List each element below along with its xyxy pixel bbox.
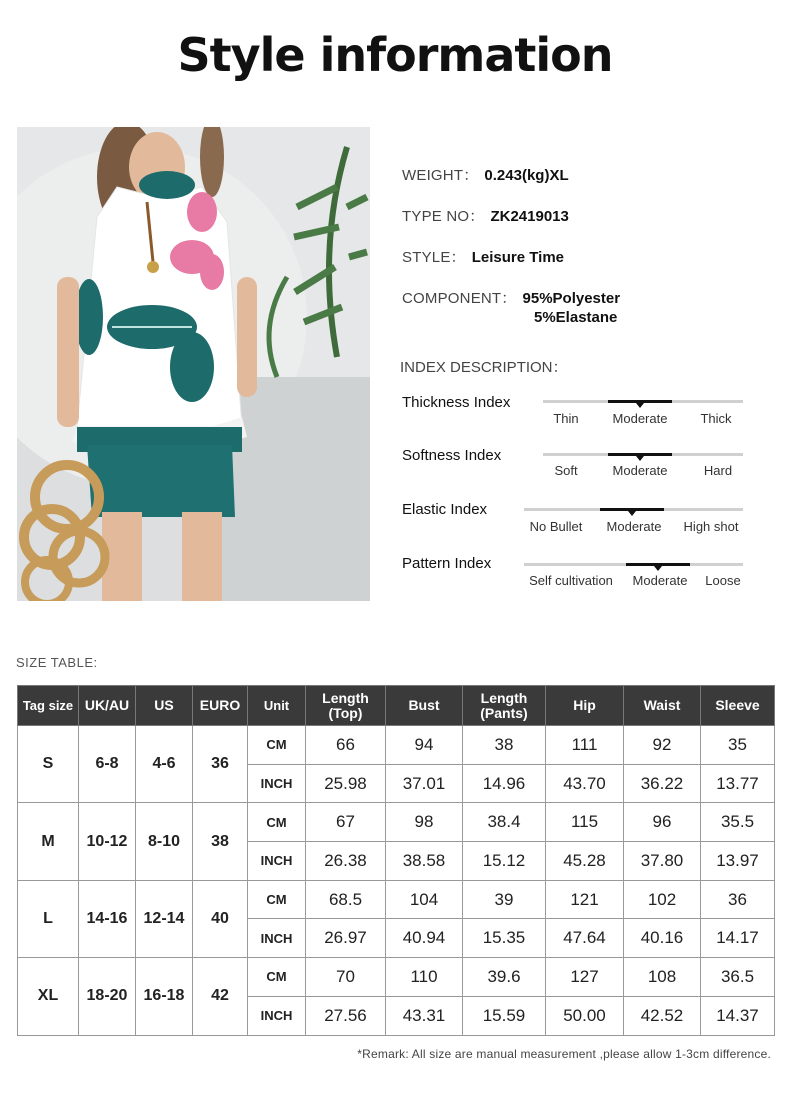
cell-bust: 40.94: [386, 919, 463, 958]
cell-waist: 92: [624, 726, 701, 765]
cell-length-top: 25.98: [306, 764, 386, 803]
cell-sleeve: 14.17: [701, 919, 775, 958]
cell-unit: CM: [248, 958, 306, 997]
index-name: Softness Index: [402, 447, 502, 464]
table-row: [18, 880, 775, 919]
cell-uk-au: 14-16: [79, 880, 136, 957]
cell-sleeve: 14.37: [701, 996, 775, 1035]
header-waist: Waist: [624, 686, 701, 726]
index-name: Elastic Index: [402, 501, 488, 518]
cell-unit: CM: [248, 726, 306, 765]
spec-component: [402, 287, 620, 326]
index-marker: [628, 511, 636, 516]
cell-length-top: 67: [306, 803, 386, 842]
cell-euro: 40: [193, 880, 248, 957]
header-bust: Bust: [386, 686, 463, 726]
header-uk-au: UK/AU: [79, 686, 136, 726]
index-marker: [654, 566, 662, 571]
spec-type-no: [402, 205, 569, 226]
component-value-2: 5%Elastane: [534, 309, 618, 326]
header-euro: EURO: [193, 686, 248, 726]
cell-unit: INCH: [248, 842, 306, 881]
cell-unit: CM: [248, 803, 306, 842]
product-photo: [17, 127, 370, 601]
index-option: No Bullet: [529, 519, 583, 534]
size-table-header: [18, 686, 775, 726]
cell-bust: 37.01: [386, 764, 463, 803]
index-option-selected: Moderate: [606, 519, 662, 534]
index-marker: [636, 403, 644, 408]
component-label: COMPONENT：: [402, 290, 517, 307]
cell-uk-au: 10-12: [79, 803, 136, 880]
header-tag-size: Tag size: [18, 686, 79, 726]
header-sleeve: Sleeve: [701, 686, 775, 726]
table-row: [18, 958, 775, 997]
header-length-pants-main: Length: [480, 689, 528, 706]
cell-unit: CM: [248, 880, 306, 919]
table-row: [18, 726, 775, 765]
table-row: [18, 803, 775, 842]
cell-length-pants: 14.96: [463, 764, 546, 803]
cell-waist: 42.52: [624, 996, 701, 1035]
cell-euro: 42: [193, 958, 248, 1035]
cell-uk-au: 18-20: [79, 958, 136, 1035]
style-label: STYLE：: [402, 249, 466, 266]
cell-bust: 110: [386, 958, 463, 997]
index-option: Hard: [703, 463, 733, 478]
cell-bust: 94: [386, 726, 463, 765]
cell-waist: 37.80: [624, 842, 701, 881]
index-option: Thick: [700, 411, 732, 426]
cell-length-top: 26.38: [306, 842, 386, 881]
cell-unit: INCH: [248, 764, 306, 803]
header-length-top-main: Length: [322, 689, 369, 706]
cell-waist: 40.16: [624, 919, 701, 958]
header-hip: Hip: [546, 686, 624, 726]
index-option-selected: Moderate: [612, 463, 668, 478]
index-option: Soft: [554, 463, 578, 478]
header-length-pants-sub: (Pants): [480, 704, 528, 721]
cell-us: 12-14: [136, 880, 193, 957]
type-value: ZK2419013: [490, 208, 569, 225]
index-option: Thin: [553, 411, 579, 426]
index-description-title: INDEX DESCRIPTION：: [400, 359, 568, 376]
product-photo-illustration: [17, 127, 370, 601]
cell-length-pants: 15.35: [463, 919, 546, 958]
cell-sleeve: 13.77: [701, 764, 775, 803]
cell-sleeve: 35.5: [701, 803, 775, 842]
index-marker: [636, 456, 644, 461]
cell-bust: 104: [386, 880, 463, 919]
cell-euro: 38: [193, 803, 248, 880]
spec-style: [402, 246, 564, 267]
header-length-top: [306, 686, 386, 726]
weight-label: WEIGHT：: [402, 167, 479, 184]
cell-length-pants: 15.59: [463, 996, 546, 1035]
cell-sleeve: 36: [701, 880, 775, 919]
weight-value: 0.243(kg)XL: [484, 167, 569, 184]
cell-waist: 36.22: [624, 764, 701, 803]
cell-tag-size: L: [18, 880, 79, 957]
cell-length-pants: 39: [463, 880, 546, 919]
header-length-pants: [463, 686, 546, 726]
index-name: Pattern Index: [402, 555, 492, 572]
cell-hip: 45.28: [546, 842, 624, 881]
cell-hip: 127: [546, 958, 624, 997]
cell-length-top: 26.97: [306, 919, 386, 958]
cell-sleeve: 35: [701, 726, 775, 765]
cell-length-top: 68.5: [306, 880, 386, 919]
index-option: Self cultivation: [529, 573, 613, 588]
cell-hip: 111: [546, 726, 624, 765]
page-title: Style information: [177, 28, 613, 82]
cell-length-top: 27.56: [306, 996, 386, 1035]
index-option-selected: Moderate: [612, 411, 668, 426]
type-label: TYPE NO：: [402, 208, 485, 225]
spec-weight: [402, 164, 569, 185]
cell-tag-size: S: [18, 726, 79, 803]
remark-note: *Remark: All size are manual measurement ,please allow 1-3cm difference.: [357, 1047, 771, 1061]
header-unit: Unit: [248, 686, 306, 726]
cell-us: 16-18: [136, 958, 193, 1035]
index-option: High shot: [683, 519, 739, 534]
cell-euro: 36: [193, 726, 248, 803]
cell-tag-size: M: [18, 803, 79, 880]
index-option: Loose: [705, 573, 741, 588]
cell-tag-size: XL: [18, 958, 79, 1035]
cell-hip: 115: [546, 803, 624, 842]
cell-waist: 108: [624, 958, 701, 997]
cell-length-top: 66: [306, 726, 386, 765]
cell-waist: 96: [624, 803, 701, 842]
cell-bust: 98: [386, 803, 463, 842]
cell-hip: 47.64: [546, 919, 624, 958]
cell-us: 8-10: [136, 803, 193, 880]
index-option-selected: Moderate: [632, 573, 688, 588]
cell-length-top: 70: [306, 958, 386, 997]
index-name: Thickness Index: [402, 394, 511, 411]
cell-uk-au: 6-8: [79, 726, 136, 803]
cell-waist: 102: [624, 880, 701, 919]
cell-length-pants: 39.6: [463, 958, 546, 997]
cell-length-pants: 38: [463, 726, 546, 765]
cell-bust: 38.58: [386, 842, 463, 881]
cell-us: 4-6: [136, 726, 193, 803]
size-table-label: SIZE TABLE:: [16, 655, 98, 670]
cell-bust: 43.31: [386, 996, 463, 1035]
cell-unit: INCH: [248, 996, 306, 1035]
cell-unit: INCH: [248, 919, 306, 958]
style-value: Leisure Time: [471, 249, 564, 266]
header-us: US: [136, 686, 193, 726]
cell-hip: 121: [546, 880, 624, 919]
cell-length-pants: 15.12: [463, 842, 546, 881]
component-value-1: 95%Polyester: [522, 290, 621, 307]
size-table: [17, 685, 775, 1036]
cell-hip: 43.70: [546, 764, 624, 803]
cell-length-pants: 38.4: [463, 803, 546, 842]
cell-hip: 50.00: [546, 996, 624, 1035]
header-length-top-sub: (Top): [328, 704, 363, 721]
cell-sleeve: 36.5: [701, 958, 775, 997]
cell-sleeve: 13.97: [701, 842, 775, 881]
